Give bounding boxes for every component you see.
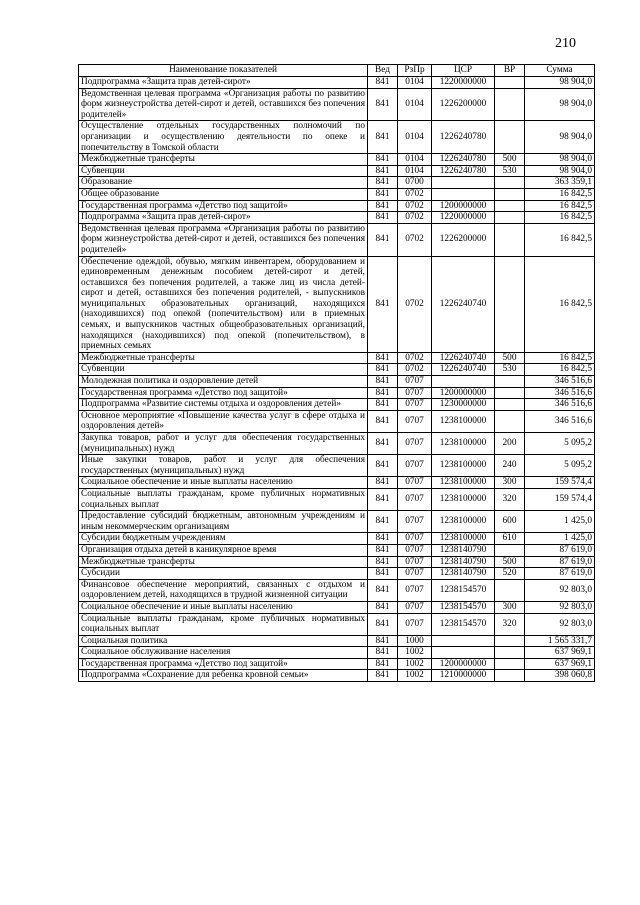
row-csr: 1238154570 bbox=[432, 613, 495, 635]
row-ved: 841 bbox=[368, 511, 398, 533]
row-name: Осуществление отдельных государственных полномочий по организации и осуществлению деятельности по опеке и попечительству в Томской области bbox=[79, 121, 368, 154]
row-ved: 841 bbox=[368, 223, 398, 256]
row-ved: 841 bbox=[368, 635, 398, 647]
row-name: Социальные выплаты гражданам, кроме публичных нормативных социальных выплат bbox=[79, 488, 368, 510]
row-ved: 841 bbox=[368, 77, 398, 89]
row-sum: 16 842,5 bbox=[525, 188, 595, 200]
row-ved: 841 bbox=[368, 568, 398, 580]
row-sum: 92 803,0 bbox=[525, 601, 595, 613]
table-row bbox=[79, 121, 595, 154]
header-rzpr: РзПр bbox=[398, 65, 432, 77]
row-name: Государственная программа «Детство под защитой» bbox=[79, 658, 368, 670]
row-csr: 1238140790 bbox=[432, 556, 495, 568]
row-name: Государственная программа «Детство под защитой» bbox=[79, 200, 368, 212]
row-vr: 610 bbox=[495, 533, 525, 545]
row-csr bbox=[432, 188, 495, 200]
row-csr: 1226240740 bbox=[432, 256, 495, 352]
row-csr: 1238100000 bbox=[432, 477, 495, 489]
row-rzpr: 1002 bbox=[398, 670, 432, 682]
row-ved: 841 bbox=[368, 433, 398, 455]
row-csr: 1226200000 bbox=[432, 223, 495, 256]
row-vr bbox=[495, 88, 525, 121]
row-name: Субсидии бюджетным учреждениям bbox=[79, 533, 368, 545]
row-csr: 1238100000 bbox=[432, 511, 495, 533]
row-name: Социальное обеспечение и иные выплаты населению bbox=[79, 477, 368, 489]
table-row bbox=[79, 455, 595, 477]
row-name: Предоставление субсидий бюджетным, автономным учреждениям и иным некоммерческим организациям bbox=[79, 511, 368, 533]
row-ved: 841 bbox=[368, 556, 398, 568]
row-rzpr: 0707 bbox=[398, 410, 432, 432]
table-row bbox=[79, 433, 595, 455]
row-csr: 1220000000 bbox=[432, 212, 495, 224]
table-row bbox=[79, 352, 595, 364]
row-vr: 240 bbox=[495, 455, 525, 477]
row-rzpr: 0707 bbox=[398, 455, 432, 477]
row-rzpr: 0707 bbox=[398, 477, 432, 489]
row-rzpr: 0702 bbox=[398, 212, 432, 224]
table-row bbox=[79, 488, 595, 510]
row-ved: 841 bbox=[368, 88, 398, 121]
table-row bbox=[79, 177, 595, 189]
row-csr: 1238100000 bbox=[432, 410, 495, 432]
row-ved: 841 bbox=[368, 533, 398, 545]
row-csr bbox=[432, 376, 495, 388]
row-rzpr: 0702 bbox=[398, 364, 432, 376]
table-row bbox=[79, 410, 595, 432]
row-name: Ведомственная целевая программа «Организация работы по развитию форм жизнеустройства детей-сирот и детей, оставшихся без попечения родителей» bbox=[79, 88, 368, 121]
row-ved: 841 bbox=[368, 399, 398, 411]
budget-table bbox=[78, 64, 595, 682]
table-row bbox=[79, 533, 595, 545]
table-header-row bbox=[79, 65, 595, 77]
table-row bbox=[79, 511, 595, 533]
row-rzpr: 0702 bbox=[398, 256, 432, 352]
table-row bbox=[79, 256, 595, 352]
row-sum: 16 842,5 bbox=[525, 352, 595, 364]
row-rzpr: 0707 bbox=[398, 511, 432, 533]
row-rzpr: 0702 bbox=[398, 188, 432, 200]
row-ved: 841 bbox=[368, 364, 398, 376]
row-name: Закупка товаров, работ и услуг для обеспечения государственных (муниципальных) нужд bbox=[79, 433, 368, 455]
row-vr: 200 bbox=[495, 433, 525, 455]
row-csr: 1238100000 bbox=[432, 488, 495, 510]
row-rzpr: 0707 bbox=[398, 601, 432, 613]
row-vr bbox=[495, 670, 525, 682]
row-ved: 841 bbox=[368, 477, 398, 489]
table-row bbox=[79, 670, 595, 682]
row-rzpr: 0702 bbox=[398, 223, 432, 256]
table-row bbox=[79, 200, 595, 212]
row-csr: 1230000000 bbox=[432, 399, 495, 411]
row-rzpr: 0104 bbox=[398, 88, 432, 121]
row-ved: 841 bbox=[368, 376, 398, 388]
row-rzpr: 0104 bbox=[398, 165, 432, 177]
row-csr: 1226240740 bbox=[432, 364, 495, 376]
row-name: Субсидии bbox=[79, 568, 368, 580]
table-row bbox=[79, 364, 595, 376]
row-csr: 1226240780 bbox=[432, 165, 495, 177]
row-sum: 1 425,0 bbox=[525, 511, 595, 533]
row-sum: 346 516,6 bbox=[525, 410, 595, 432]
row-vr bbox=[495, 658, 525, 670]
row-vr bbox=[495, 399, 525, 411]
row-csr bbox=[432, 177, 495, 189]
row-vr bbox=[495, 647, 525, 659]
row-name: Иные закупки товаров, работ и услуг для обеспечения государственных (муниципальных) нужд bbox=[79, 455, 368, 477]
row-ved: 841 bbox=[368, 455, 398, 477]
row-name: Социальная политика bbox=[79, 635, 368, 647]
table-row bbox=[79, 658, 595, 670]
row-csr: 1238100000 bbox=[432, 533, 495, 545]
row-sum: 16 842,5 bbox=[525, 200, 595, 212]
row-rzpr: 0707 bbox=[398, 579, 432, 601]
row-vr bbox=[495, 223, 525, 256]
row-name: Субвенции bbox=[79, 165, 368, 177]
row-name: Подпрограмма «Сохранение для ребенка кровной семьи» bbox=[79, 670, 368, 682]
row-sum: 346 516,6 bbox=[525, 387, 595, 399]
row-csr: 1226240780 bbox=[432, 154, 495, 166]
row-rzpr: 0707 bbox=[398, 533, 432, 545]
row-csr: 1238100000 bbox=[432, 433, 495, 455]
row-vr bbox=[495, 121, 525, 154]
row-name: Межбюджетные трансферты bbox=[79, 556, 368, 568]
table-row bbox=[79, 399, 595, 411]
row-ved: 841 bbox=[368, 544, 398, 556]
table-row bbox=[79, 165, 595, 177]
table-row bbox=[79, 223, 595, 256]
row-ved: 841 bbox=[368, 177, 398, 189]
row-ved: 841 bbox=[368, 410, 398, 432]
row-vr bbox=[495, 544, 525, 556]
row-sum: 98 904,0 bbox=[525, 88, 595, 121]
table-row bbox=[79, 647, 595, 659]
row-rzpr: 1002 bbox=[398, 658, 432, 670]
row-vr: 500 bbox=[495, 352, 525, 364]
row-ved: 841 bbox=[368, 352, 398, 364]
row-rzpr: 1000 bbox=[398, 635, 432, 647]
row-sum: 98 904,0 bbox=[525, 165, 595, 177]
row-vr bbox=[495, 256, 525, 352]
row-sum: 5 095,2 bbox=[525, 433, 595, 455]
table-row bbox=[79, 635, 595, 647]
table-row bbox=[79, 212, 595, 224]
row-rzpr: 0104 bbox=[398, 154, 432, 166]
row-ved: 841 bbox=[368, 387, 398, 399]
row-sum: 92 803,0 bbox=[525, 579, 595, 601]
row-sum: 159 574,4 bbox=[525, 488, 595, 510]
row-rzpr: 0707 bbox=[398, 613, 432, 635]
row-vr: 320 bbox=[495, 613, 525, 635]
row-sum: 92 803,0 bbox=[525, 613, 595, 635]
row-name: Подпрограмма «Развитие системы отдыха и оздоровления детей» bbox=[79, 399, 368, 411]
header-csr: ЦСР bbox=[432, 65, 495, 77]
row-csr: 1200000000 bbox=[432, 387, 495, 399]
row-csr bbox=[432, 635, 495, 647]
row-vr: 320 bbox=[495, 488, 525, 510]
row-rzpr: 0707 bbox=[398, 556, 432, 568]
row-sum: 16 842,5 bbox=[525, 223, 595, 256]
row-name: Социальные выплаты гражданам, кроме публичных нормативных социальных выплат bbox=[79, 613, 368, 635]
row-sum: 5 095,2 bbox=[525, 455, 595, 477]
row-name: Основное мероприятие «Повышение качества услуг в сфере отдыха и оздоровления детей» bbox=[79, 410, 368, 432]
row-name: Организация отдыха детей в каникулярное время bbox=[79, 544, 368, 556]
row-vr bbox=[495, 410, 525, 432]
row-rzpr: 0700 bbox=[398, 177, 432, 189]
row-sum: 87 619,0 bbox=[525, 556, 595, 568]
row-name: Подпрограмма «Защита прав детей-сирот» bbox=[79, 212, 368, 224]
row-vr: 500 bbox=[495, 556, 525, 568]
row-sum: 16 842,5 bbox=[525, 364, 595, 376]
row-rzpr: 0707 bbox=[398, 399, 432, 411]
row-rzpr: 1002 bbox=[398, 647, 432, 659]
row-name: Образование bbox=[79, 177, 368, 189]
row-sum: 98 904,0 bbox=[525, 154, 595, 166]
row-ved: 841 bbox=[368, 488, 398, 510]
row-ved: 841 bbox=[368, 165, 398, 177]
table-row bbox=[79, 77, 595, 89]
row-name: Обеспечение одеждой, обувью, мягким инвентарем, оборудованием и единовременным денежным пособием детей-сирот и детей, оставшихся без попечения родителей, а также лиц из числа детей-сирот и детей, оставшихся без попечения родителей, - выпускников муниципальных образовательных организаций, находящихся (находившихся) под опекой (попечительством) или в приемных семьях, и выпускников частных общеобразовательных организаций, находящихся (находившихся) под опекой (попечительством), в приемных семьях bbox=[79, 256, 368, 352]
row-rzpr: 0104 bbox=[398, 77, 432, 89]
row-vr bbox=[495, 579, 525, 601]
row-csr: 1226240740 bbox=[432, 352, 495, 364]
row-name: Межбюджетные трансферты bbox=[79, 352, 368, 364]
row-ved: 841 bbox=[368, 121, 398, 154]
row-vr: 500 bbox=[495, 154, 525, 166]
row-ved: 841 bbox=[368, 658, 398, 670]
row-sum: 346 516,6 bbox=[525, 376, 595, 388]
row-rzpr: 0707 bbox=[398, 376, 432, 388]
row-ved: 841 bbox=[368, 579, 398, 601]
row-rzpr: 0702 bbox=[398, 200, 432, 212]
row-name: Межбюджетные трансферты bbox=[79, 154, 368, 166]
row-sum: 363 359,1 bbox=[525, 177, 595, 189]
table-body bbox=[79, 77, 595, 682]
row-csr: 1200000000 bbox=[432, 658, 495, 670]
row-ved: 841 bbox=[368, 601, 398, 613]
row-rzpr: 0707 bbox=[398, 433, 432, 455]
row-csr: 1210000000 bbox=[432, 670, 495, 682]
row-name: Ведомственная целевая программа «Организация работы по развитию форм жизнеустройства детей-сирот и детей, оставшихся без попечения родителей» bbox=[79, 223, 368, 256]
row-rzpr: 0707 bbox=[398, 544, 432, 556]
row-sum: 1 565 331,7 bbox=[525, 635, 595, 647]
table-row bbox=[79, 154, 595, 166]
row-ved: 841 bbox=[368, 670, 398, 682]
row-csr: 1238154570 bbox=[432, 601, 495, 613]
row-ved: 841 bbox=[368, 200, 398, 212]
row-csr: 1220000000 bbox=[432, 77, 495, 89]
header-vr: ВР bbox=[495, 65, 525, 77]
row-vr bbox=[495, 212, 525, 224]
row-sum: 16 842,5 bbox=[525, 256, 595, 352]
row-csr: 1238154570 bbox=[432, 579, 495, 601]
row-ved: 841 bbox=[368, 154, 398, 166]
table-row bbox=[79, 601, 595, 613]
row-csr: 1238140790 bbox=[432, 568, 495, 580]
row-ved: 841 bbox=[368, 212, 398, 224]
row-name: Социальное обслуживание населения bbox=[79, 647, 368, 659]
row-vr bbox=[495, 200, 525, 212]
row-sum: 637 969,1 bbox=[525, 647, 595, 659]
row-name: Общее образование bbox=[79, 188, 368, 200]
page-number: 210 bbox=[555, 36, 576, 51]
row-vr bbox=[495, 77, 525, 89]
row-ved: 841 bbox=[368, 188, 398, 200]
row-sum: 16 842,5 bbox=[525, 212, 595, 224]
row-rzpr: 0104 bbox=[398, 121, 432, 154]
row-vr: 300 bbox=[495, 601, 525, 613]
row-ved: 841 bbox=[368, 647, 398, 659]
row-vr: 530 bbox=[495, 364, 525, 376]
row-rzpr: 0707 bbox=[398, 568, 432, 580]
row-rzpr: 0702 bbox=[398, 352, 432, 364]
row-vr bbox=[495, 376, 525, 388]
row-vr: 520 bbox=[495, 568, 525, 580]
header-ved: Вед bbox=[368, 65, 398, 77]
row-sum: 637 969,1 bbox=[525, 658, 595, 670]
row-csr bbox=[432, 647, 495, 659]
row-sum: 98 904,0 bbox=[525, 77, 595, 89]
header-sum: Сумма bbox=[525, 65, 595, 77]
header-name: Наименование показателей bbox=[79, 65, 368, 77]
row-name: Субвенции bbox=[79, 364, 368, 376]
row-vr bbox=[495, 177, 525, 189]
row-vr: 600 bbox=[495, 511, 525, 533]
row-sum: 87 619,0 bbox=[525, 568, 595, 580]
table-row bbox=[79, 568, 595, 580]
row-name: Финансовое обеспечение мероприятий, связанных с отдыхом и оздоровлением детей, находящихся в трудной жизненной ситуации bbox=[79, 579, 368, 601]
row-name: Молодежная политика и оздоровление детей bbox=[79, 376, 368, 388]
row-rzpr: 0707 bbox=[398, 387, 432, 399]
row-vr: 530 bbox=[495, 165, 525, 177]
table-row bbox=[79, 376, 595, 388]
row-sum: 1 425,0 bbox=[525, 533, 595, 545]
row-csr: 1238140790 bbox=[432, 544, 495, 556]
row-sum: 98 904,0 bbox=[525, 121, 595, 154]
row-sum: 398 060,8 bbox=[525, 670, 595, 682]
row-ved: 841 bbox=[368, 613, 398, 635]
row-rzpr: 0707 bbox=[398, 488, 432, 510]
table-row bbox=[79, 188, 595, 200]
row-ved: 841 bbox=[368, 256, 398, 352]
table-row bbox=[79, 387, 595, 399]
row-vr bbox=[495, 635, 525, 647]
row-name: Государственная программа «Детство под защитой» bbox=[79, 387, 368, 399]
row-sum: 87 619,0 bbox=[525, 544, 595, 556]
table-row bbox=[79, 544, 595, 556]
row-sum: 159 574,4 bbox=[525, 477, 595, 489]
row-name: Социальное обеспечение и иные выплаты населению bbox=[79, 601, 368, 613]
row-csr: 1200000000 bbox=[432, 200, 495, 212]
table-row bbox=[79, 556, 595, 568]
row-name: Подпрограмма «Защита прав детей-сирот» bbox=[79, 77, 368, 89]
table-row bbox=[79, 88, 595, 121]
row-csr: 1238100000 bbox=[432, 455, 495, 477]
row-vr bbox=[495, 188, 525, 200]
table-row bbox=[79, 579, 595, 601]
row-vr: 300 bbox=[495, 477, 525, 489]
row-csr: 1226240780 bbox=[432, 121, 495, 154]
row-vr bbox=[495, 387, 525, 399]
row-sum: 346 516,6 bbox=[525, 399, 595, 411]
table-row bbox=[79, 477, 595, 489]
row-csr: 1226200000 bbox=[432, 88, 495, 121]
table-row bbox=[79, 613, 595, 635]
